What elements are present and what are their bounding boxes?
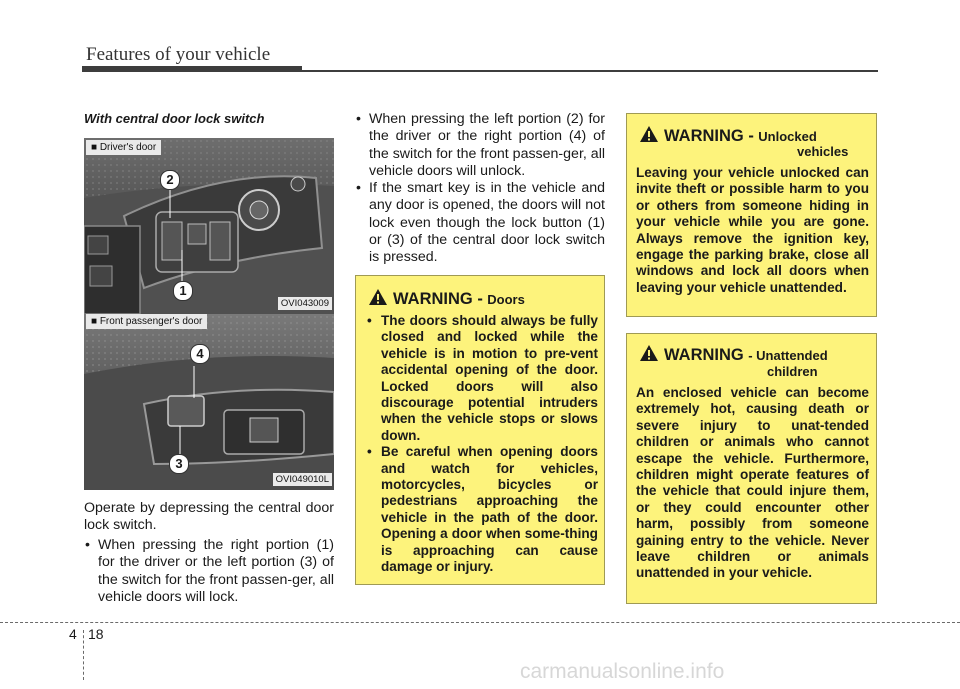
warning-triangle-icon xyxy=(639,125,659,143)
photo-code: OVI043009 xyxy=(278,297,332,310)
warning-subtitle-cont: vehicles xyxy=(797,144,849,159)
list-item: • When pressing the left portion (2) for the driver or the right portion (4) of the switch for the front passen-ger, all vehicle doors will unlock. xyxy=(356,111,605,179)
drivers-door-photo xyxy=(84,138,334,314)
lock-bullet-list xyxy=(84,537,334,606)
section-heading: With central door lock switch xyxy=(84,111,265,126)
header-rule-thick xyxy=(82,66,302,72)
passengers-door-photo xyxy=(84,314,334,490)
header-rule-thin xyxy=(300,70,878,72)
drivers-door-switch-illustration xyxy=(84,138,334,314)
passengers-door-switch-illustration xyxy=(84,314,334,490)
intro-paragraph: Operate by depressing the central door lock switch. xyxy=(84,500,334,534)
warning-title: WARNING - Doors xyxy=(368,288,525,309)
footer-dashed-rule xyxy=(0,622,960,623)
unlock-bullet-list xyxy=(355,111,605,267)
warning-box-unattended-children xyxy=(626,333,877,604)
warning-children-text: An enclosed vehicle can become extremely hot, causing death or severe injury to unat-tended children or animals who cannot escape the vehicle. Furthermore, children might operate features of the vehicle that could injure them, or they could encounter other harm, possibly from someone gaining entry to the vehicle. Never leave children or animals unattended in your vehicle. xyxy=(636,385,869,581)
watermark: carmanualsonline.info xyxy=(520,660,725,683)
callout-2: 2 xyxy=(160,170,180,190)
photo-caption: ■ Front passenger's door xyxy=(86,314,207,329)
list-item: • Be careful when opening doors and watch for vehicles, motorcycles, bicycles or pedestrians approaching the vehicle in the path of the door. Opening a door when some-thing is approaching can cause damage or injury. xyxy=(367,444,598,575)
footer-dashed-divider xyxy=(83,630,84,680)
warning-box-unlocked-vehicles xyxy=(626,113,877,317)
warning-doors-text xyxy=(366,313,598,576)
list-item: • If the smart key is in the vehicle and any door is opened, the doors will not lock even though the lock button (1) or (3) of the central door lock switch is pressed. xyxy=(356,180,605,266)
warning-title: WARNING - Unlocked xyxy=(639,125,817,146)
warning-triangle-icon xyxy=(639,344,659,362)
photo-caption: ■ Driver's door xyxy=(86,140,161,155)
warning-triangle-icon xyxy=(368,288,388,306)
page-header-title: Features of your vehicle xyxy=(86,44,271,65)
warning-unlocked-text: Leaving your vehicle unlocked can invite theft or possible harm to you or others from someone hiding in your vehicle while you are gone. Always remove the ignition key, engage the parking brake, close all windows and lock all doors when leaving your vehicle unattended. xyxy=(636,165,869,295)
list-item: • When pressing the right portion (1) for the driver or the left portion (3) of the switch for the front passen-ger, all vehicle doors will lock. xyxy=(85,537,334,605)
photo-code: OVI049010L xyxy=(273,473,332,486)
callout-3: 3 xyxy=(169,454,189,474)
page-number: 18 xyxy=(88,626,104,642)
warning-title: WARNING - Unattended xyxy=(639,344,828,365)
warning-subtitle-cont: children xyxy=(767,364,818,379)
callout-1: 1 xyxy=(173,281,193,301)
chapter-number: 4 xyxy=(69,626,77,642)
callout-4: 4 xyxy=(190,344,210,364)
list-item: • The doors should always be fully closed and locked while the vehicle is in motion to pre-vent accidental opening of the door. Locked doors will also discourage potential intruders when the vehicle stops or slows down. xyxy=(367,313,598,443)
warning-box-doors xyxy=(355,275,605,585)
